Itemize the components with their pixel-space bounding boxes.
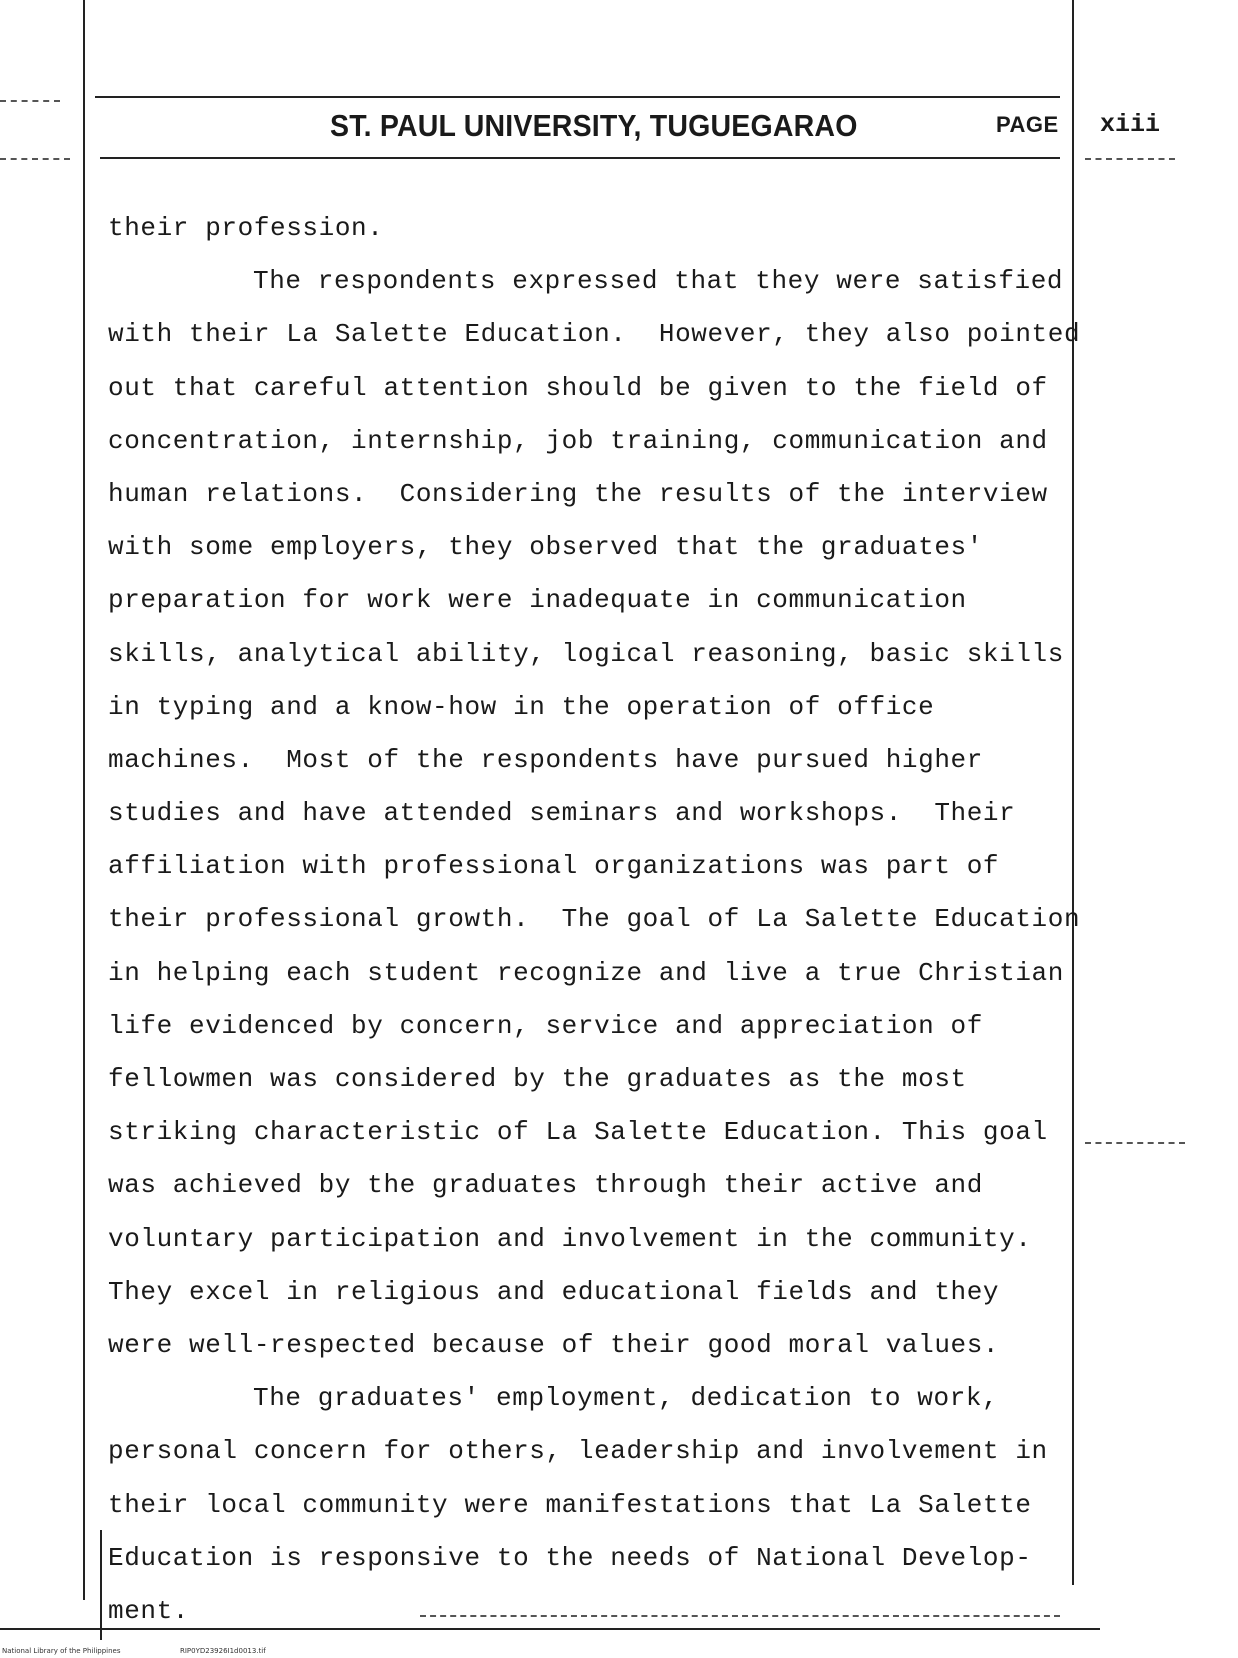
page-label: PAGE: [996, 112, 1059, 137]
text-line: skills, analytical ability, logical reasoning, basic skills: [108, 638, 1064, 669]
left-margin-rule: [83, 0, 85, 1600]
left-binding-rule: [100, 1530, 102, 1640]
text-line: voluntary participation and involvement in the community.: [108, 1223, 1032, 1254]
header-divider: [1072, 96, 1074, 160]
text-line: machines. Most of the respondents have pursued higher: [108, 744, 983, 775]
text-line: with their La Salette Education. However, they also pointed: [108, 319, 1081, 350]
right-edge-dash-mid: [1085, 1142, 1185, 1144]
text-line: preparation for work were inadequate in communication: [108, 585, 967, 616]
text-line: in typing and a know-how in the operation of office: [108, 691, 935, 722]
text-line: in helping each student recognize and live a true Christian: [108, 957, 1064, 988]
body-text: [108, 202, 1081, 1638]
right-edge-dash-top: [1085, 158, 1175, 160]
header-top-rule: [95, 96, 1060, 98]
library-note: National Library of the Philippines: [2, 1647, 121, 1655]
text-line: personal concern for others, leadership and involvement in: [108, 1436, 1048, 1467]
university-title: ST. PAUL UNIVERSITY, TUGUEGARAO: [330, 108, 858, 143]
text-line: The respondents expressed that they were satisfied: [253, 266, 1064, 297]
left-edge-dash-mid: [0, 158, 70, 160]
text-line: studies and have attended seminars and workshops. Their: [108, 798, 1016, 829]
text-line: human relations. Considering the results of the interview: [108, 478, 1048, 509]
text-line: fellowmen was considered by the graduates as the most: [108, 1064, 967, 1094]
text-line: were well-respected because of their good moral values.: [108, 1329, 1000, 1360]
text-line: with some employers, they observed that the graduates': [108, 532, 983, 563]
text-line: their profession.: [108, 213, 384, 243]
text-line: their local community were manifestations that La Salette: [108, 1489, 1032, 1520]
text-line: affiliation with professional organizations was part of: [108, 851, 1000, 882]
text-line: Education is responsive to the needs of National Develop-: [108, 1542, 1032, 1573]
text-line: striking characteristic of La Salette Education. This goal: [108, 1117, 1048, 1148]
text-line: The graduates' employment, dedication to work,: [253, 1383, 999, 1414]
header-bottom-rule: [100, 157, 1060, 159]
text-line: They excel in religious and educational fields and they: [108, 1276, 1000, 1307]
page-number: xiii: [1100, 110, 1161, 139]
text-line: life evidenced by concern, service and appreciation of: [108, 1010, 983, 1041]
text-line: ment.: [108, 1595, 190, 1626]
left-edge-dash-top: [0, 100, 60, 102]
text-line: out that careful attention should be given to the field of: [108, 372, 1048, 403]
file-reference: RIP0YD23926I1d0013.tif: [180, 1647, 266, 1655]
text-line: their professional growth. The goal of La Salette Education: [108, 904, 1081, 935]
text-line: was achieved by the graduates through their active and: [108, 1170, 983, 1201]
text-line: concentration, internship, job training, communication and: [108, 425, 1048, 456]
